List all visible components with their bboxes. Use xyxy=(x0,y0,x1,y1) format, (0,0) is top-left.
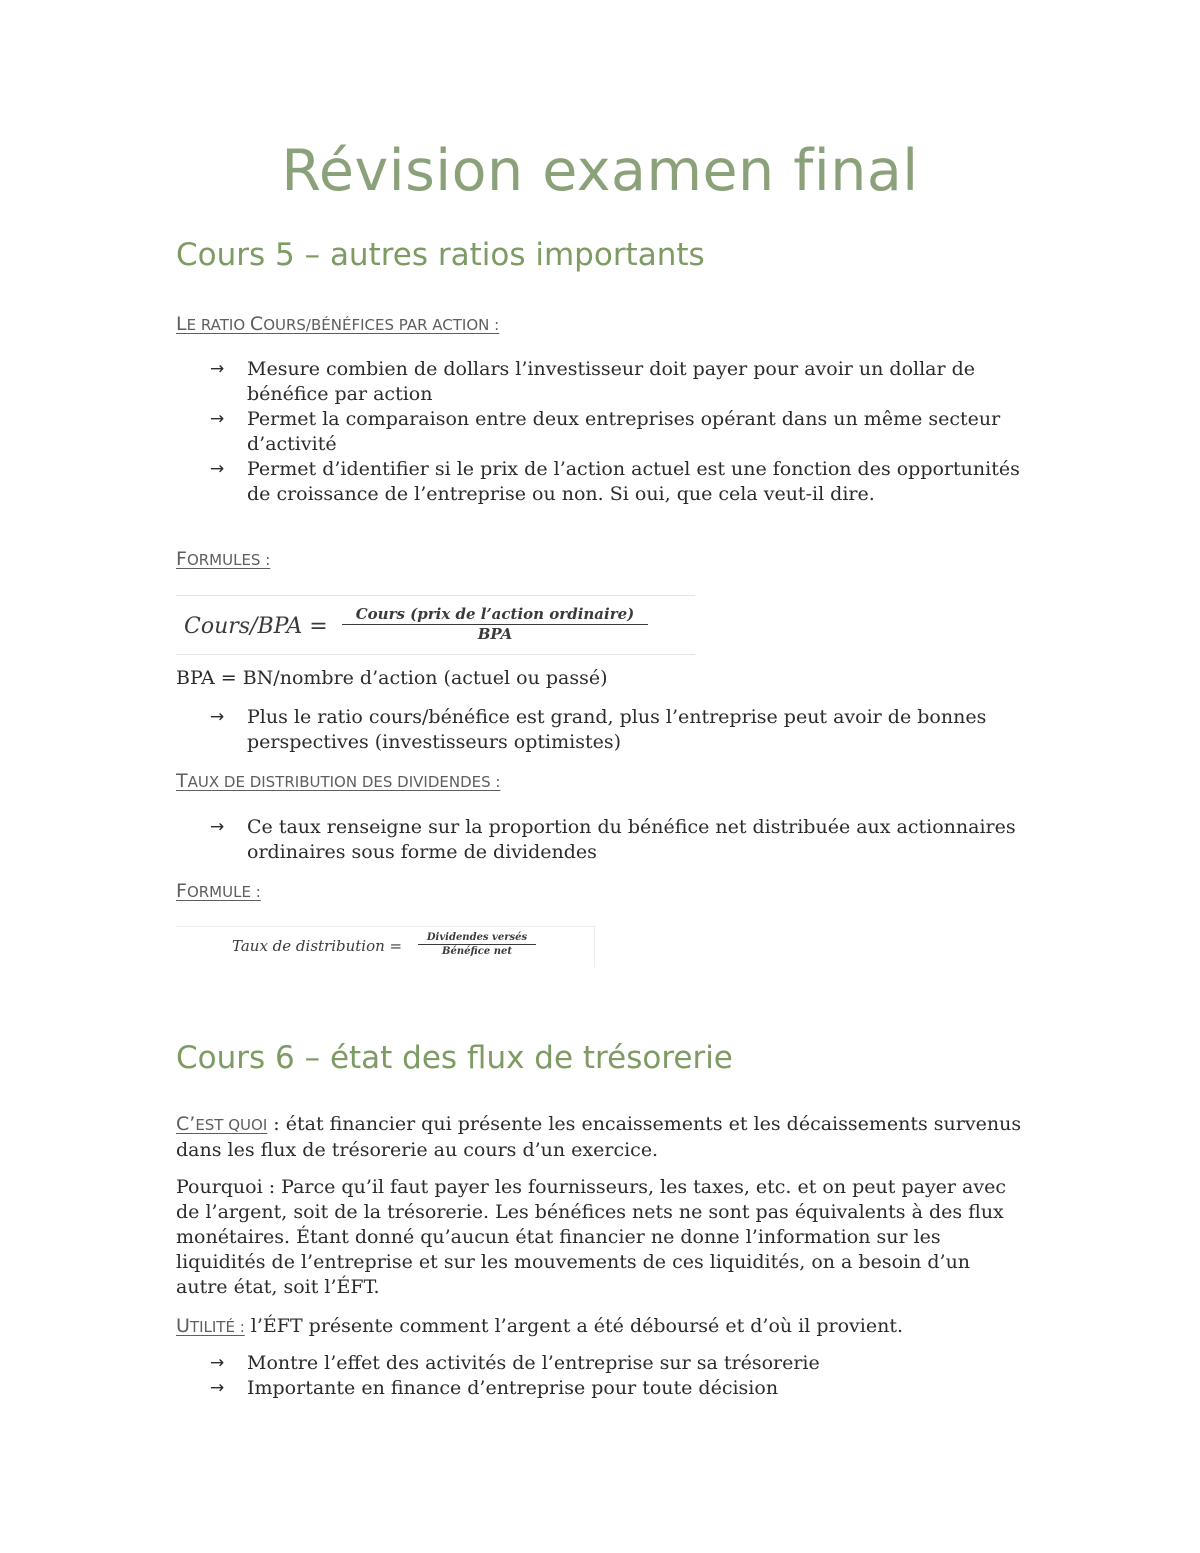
subheading-smallcaps: OURS/BÉNÉFICES PAR ACTION : xyxy=(263,316,500,334)
label-cap: U xyxy=(176,1315,190,1337)
list-item xyxy=(176,357,1036,407)
label-smallcaps: TILITÉ : xyxy=(189,1318,245,1336)
section-heading-cours-6: Cours 6 – état des flux de trésorerie xyxy=(176,1040,733,1076)
eft-bullet-list xyxy=(176,1351,1036,1401)
formula-cours-bpa xyxy=(176,595,695,655)
subheading-cap: F xyxy=(176,880,187,902)
utilite-label xyxy=(176,1315,245,1337)
page-title: Révision examen final xyxy=(281,138,919,204)
subheading-smallcaps: E RATIO xyxy=(186,316,250,334)
list-item-text: Plus le ratio cours/bénéfice est grand, plus l’entreprise peut avoir de bonnes perspectives (investisseurs optimistes) xyxy=(247,706,987,753)
arrow-bullet-icon: → xyxy=(210,707,225,727)
subheading-taux-distribution xyxy=(176,769,500,794)
subheading-smallcaps: AUX DE DISTRIBUTION DES DIVIDENDES : xyxy=(187,773,501,791)
subheading-cap: L xyxy=(176,313,187,335)
utilite-paragraph xyxy=(176,1314,1026,1340)
list-item-text: Ce taux renseigne sur la proportion du bénéfice net distribuée aux actionnaires ordinaires sous forme de dividendes xyxy=(247,816,1016,863)
subheading-smallcaps: ORMULES : xyxy=(186,551,271,569)
list-item-text: Mesure combien de dollars l’investisseur doit payer pour avoir un dollar de bénéfice par action xyxy=(247,358,976,405)
list-item-text: Importante en finance d’entreprise pour toute décision xyxy=(247,1377,779,1399)
formula-numerator: Cours (prix de l’action ordinaire) xyxy=(355,605,635,623)
utilite-text: l’ÉFT présente comment l’argent a été déboursé et d’où il provient. xyxy=(244,1315,904,1337)
pourquoi-paragraph: Pourquoi : Parce qu’il faut payer les fournisseurs, les taxes, etc. et on peut payer avec de l’argent, soit de la trésorerie. Les bénéfices nets ne sont pas équivalents à des flux monétaires. Étant donné qu’aucun état financier ne donne l’information sur les liquidités de l’entreprise et sur les mouvements de ces liquidités, on a besoin d’un autre état, soit l’ÉFT. xyxy=(176,1176,1006,1298)
arrow-bullet-icon: → xyxy=(210,359,225,379)
formula-denominator: BPA xyxy=(477,625,513,643)
list-item xyxy=(176,457,1036,507)
subheading-cap: C xyxy=(249,313,264,335)
arrow-bullet-icon: → xyxy=(210,459,225,479)
arrow-bullet-icon: → xyxy=(210,1353,225,1373)
formula-fraction xyxy=(342,605,648,644)
subheading-smallcaps: ORMULE : xyxy=(186,883,261,901)
subheading-cap: T xyxy=(176,770,188,792)
formula-lhs: Taux de distribution = xyxy=(232,937,403,955)
bpa-bullet-list xyxy=(176,705,1036,755)
formula-lhs: Cours/BPA = xyxy=(184,614,328,639)
subheading-formule xyxy=(176,879,261,904)
list-item xyxy=(176,815,1036,865)
list-item-text: Permet d’identifier si le prix de l’action actuel est une fonction des opportunités de croissance de l’entreprise ou non. Si oui, que cela veut-il dire. xyxy=(247,458,1020,505)
subheading-cap: F xyxy=(176,548,187,570)
formula-fraction xyxy=(418,931,536,958)
pe-ratio-bullet-list xyxy=(176,357,1036,507)
label-smallcaps: EST QUOI xyxy=(195,1116,268,1134)
dividend-bullet-list xyxy=(176,815,1036,865)
formula-taux-distribution xyxy=(176,926,595,967)
list-item xyxy=(176,407,1036,457)
cest-quoi-label xyxy=(176,1113,267,1135)
label-cap: C’ xyxy=(176,1113,196,1135)
cest-quoi-text: : état financier qui présente les encaissements et les décaissements survenus dans les flux de trésorerie au cours d’un exercice. xyxy=(176,1113,1022,1161)
arrow-bullet-icon: → xyxy=(210,1378,225,1398)
list-item xyxy=(176,1351,1036,1376)
arrow-bullet-icon: → xyxy=(210,817,225,837)
formula-denominator: Bénéfice net xyxy=(442,946,512,957)
section-heading-cours-5: Cours 5 – autres ratios importants xyxy=(176,237,705,273)
bpa-definition: BPA = BN/nombre d’action (actuel ou passé) xyxy=(176,667,608,689)
list-item xyxy=(176,1376,1036,1401)
subheading-formules xyxy=(176,547,270,572)
list-item-text: Montre l’effet des activités de l’entreprise sur sa trésorerie xyxy=(247,1352,820,1374)
cest-quoi-paragraph xyxy=(176,1112,1026,1163)
list-item xyxy=(176,705,1036,755)
formula-numerator: Dividendes versés xyxy=(426,932,528,943)
arrow-bullet-icon: → xyxy=(210,409,225,429)
list-item-text: Permet la comparaison entre deux entreprises opérant dans un même secteur d’activité xyxy=(247,408,1001,455)
subheading-pe-ratio xyxy=(176,312,499,337)
